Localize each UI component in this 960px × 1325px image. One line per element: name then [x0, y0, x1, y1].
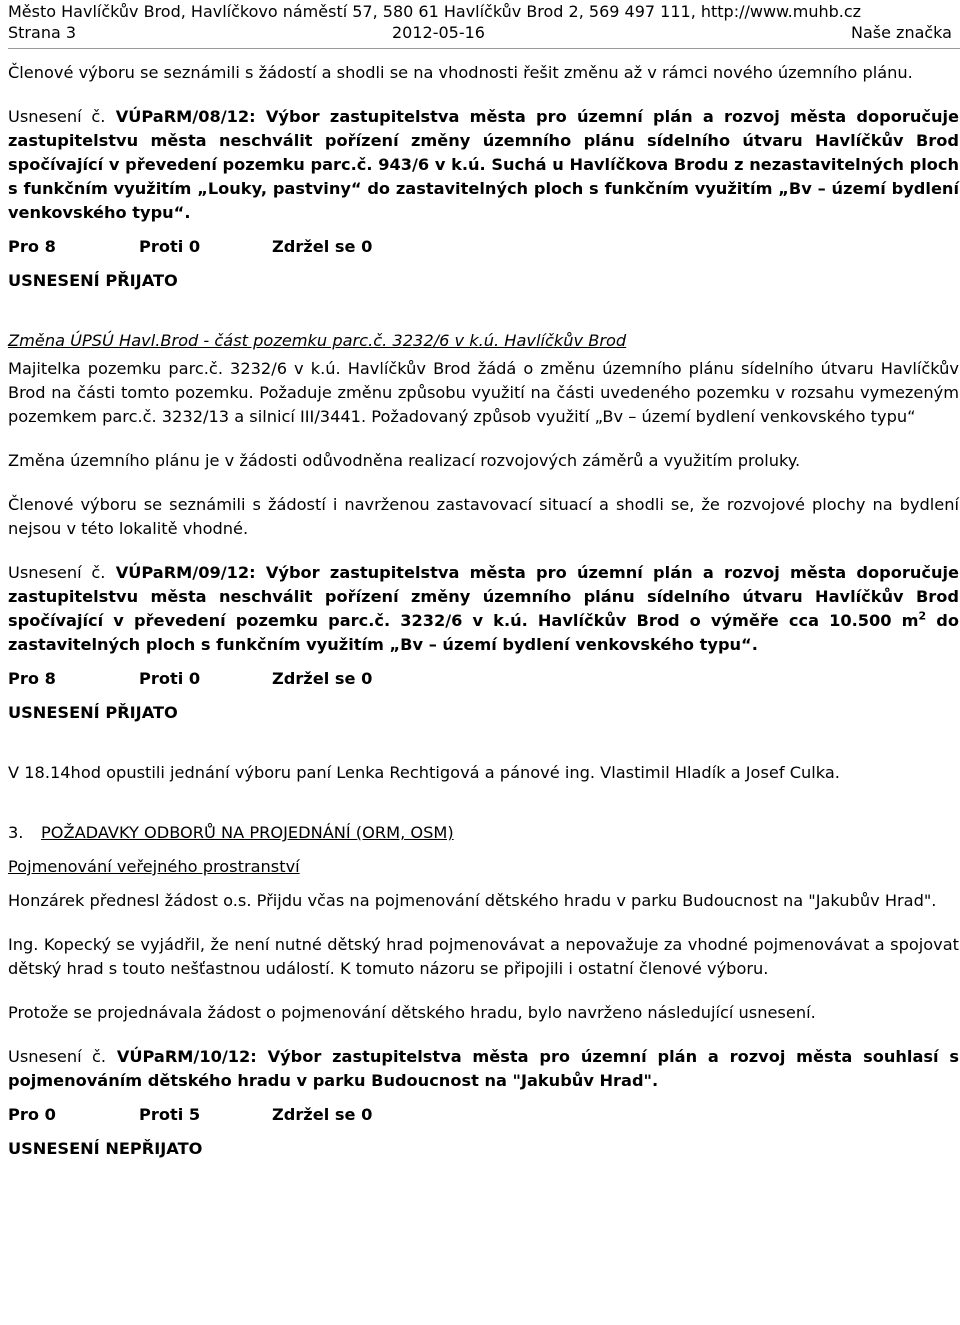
vote-10 [8, 1103, 959, 1127]
paragraph-proposal: Protože se projednávala žádost o pojmenování dětského hradu, bylo navrženo následující usnesení. [8, 1003, 816, 1022]
paragraph-members-1: Členové výboru se seznámili s žádostí a shodli se na vhodnosti řešit změnu až v rámci nového územního plánu. [8, 63, 913, 82]
paragraph-honzarek: Honzárek přednesl žádost o.s. Přijdu včas na pojmenování dětského hradu v parku Budoucnost na "Jakubův Hrad". [8, 891, 937, 910]
section-heading-3-text: POŽADAVKY ODBORŮ NA PROJEDNÁNÍ (ORM, OSM) [41, 823, 454, 842]
vote-08-abstain: Zdržel se 0 [272, 237, 373, 256]
resolution-10 [8, 1045, 959, 1093]
vote-08-proti: Proti 0 [139, 237, 201, 256]
vote-09-pro: Pro 8 [8, 669, 56, 688]
paragraph-kopecky: Ing. Kopecký se vyjádřil, že není nutné dětský hrad pojmenovávat a nepovažuje za vhodné pojmenovávat a spojovat dětský hrad s touto nešťastnou událostí. K tomuto názoru se připojili i ostatní členové výboru. [8, 935, 959, 978]
vote-08-status: USNESENÍ PŘIJATO [8, 271, 178, 290]
section-heading-3 [8, 821, 959, 845]
vote-10-abstain: Zdržel se 0 [272, 1105, 373, 1124]
resolution-08 [8, 105, 959, 225]
vote-09-proti: Proti 0 [139, 669, 201, 688]
header-reference: Naše značka [851, 23, 952, 42]
paragraph-members-2: Členové výboru se seznámili s žádostí i navrženou zastavovací situací a shodli se, že rozvojové plochy na bydlení nejsou v této lokalitě vhodné. [8, 495, 959, 538]
resolution-09-text: VÚPaRM/09/12: Výbor zastupitelstva města pro územní plán a rozvoj města doporučuje zastupitelstvu města neschválit pořízení změny územního plánu sídelního útvaru Havlíčkův Brod spočívající v převedení pozemku parc.č. 3232/6 v k.ú. Havlíčkův Brod o výměře cca 10.500 m [8, 563, 959, 630]
paragraph-justification: Změna územního plánu je v žádosti odůvodněna realizací rozvojových záměrů a využitím proluky. [8, 451, 801, 470]
paragraph-owner-request: Majitelka pozemku parc.č. 3232/6 v k.ú. Havlíčkův Brod žádá o změnu územního plánu sídelního útvaru Havlíčkův Brod na části tomto pozemku. Požaduje změnu způsobu využití na části uvedeného pozemku v rozsahu vymezeným pozemkem parc.č. 3232/13 a silnicí III/3441. Požadovaný způsob využití „Bv – území bydlení venkovského typu“ [8, 359, 959, 426]
vote-10-pro: Pro 0 [8, 1105, 56, 1124]
vote-08-pro: Pro 8 [8, 237, 56, 256]
section-title-zmena: Změna ÚPSÚ Havl.Brod - část pozemku parc.č. 3232/6 v k.ú. Havlíčkův Brod [8, 331, 627, 350]
page-header [8, 0, 960, 49]
vote-10-status: USNESENÍ NEPŘIJATO [8, 1139, 203, 1158]
resolution-08-text: VÚPaRM/08/12: Výbor zastupitelstva města pro územní plán a rozvoj města doporučuje zastupitelstvu města neschválit pořízení změny územního plánu sídelního útvaru Havlíčkův Brod spočívající v převedení pozemku parc.č. 943/6 v k.ú. Suchá u Havlíčkova Brodu z nezastavitelných ploch s funkčním využitím „Louky, pastviny“ do zastavitelných ploch s funkčním využitím „Bv – území bydlení venkovského typu“. [8, 107, 959, 222]
vote-09 [8, 667, 959, 691]
paragraph-departure: V 18.14hod opustili jednání výboru paní Lenka Rechtigová a pánové ing. Vlastimil Hladík a Josef Culka. [8, 763, 840, 782]
vote-09-status: USNESENÍ PŘIJATO [8, 703, 178, 722]
header-date: 2012-05-16 [392, 23, 485, 42]
section-heading-3-number: 3. [8, 823, 24, 842]
vote-10-proti: Proti 5 [139, 1105, 201, 1124]
vote-09-abstain: Zdržel se 0 [272, 669, 373, 688]
vote-08 [8, 235, 959, 259]
header-meta [8, 22, 960, 43]
resolution-09-lead: Usnesení č. [8, 563, 106, 582]
resolution-09-tail: do zastavitelných ploch s funkčním využitím „Bv – území bydlení venkovského typu“. [8, 611, 959, 654]
resolution-08-lead: Usnesení č. [8, 107, 106, 126]
resolution-09 [8, 561, 959, 657]
subheading-public-space: Pojmenování veřejného prostranství [8, 857, 300, 876]
resolution-10-text: VÚPaRM/10/12: Výbor zastupitelstva města pro územní plán a rozvoj města souhlasí s pojmenováním dětského hradu v parku Budoucnost na "Jakubův Hrad". [8, 1047, 960, 1090]
resolution-09-superscript: 2 [918, 609, 927, 623]
header-organization: Město Havlíčkův Brod, Havlíčkovo náměstí 57, 580 61 Havlíčkův Brod 2, 569 497 111, http://www.muhb.cz [8, 2, 862, 21]
document-body [8, 61, 960, 1161]
header-page-number: Strana 3 [8, 23, 77, 42]
resolution-10-lead: Usnesení č. [8, 1047, 107, 1066]
